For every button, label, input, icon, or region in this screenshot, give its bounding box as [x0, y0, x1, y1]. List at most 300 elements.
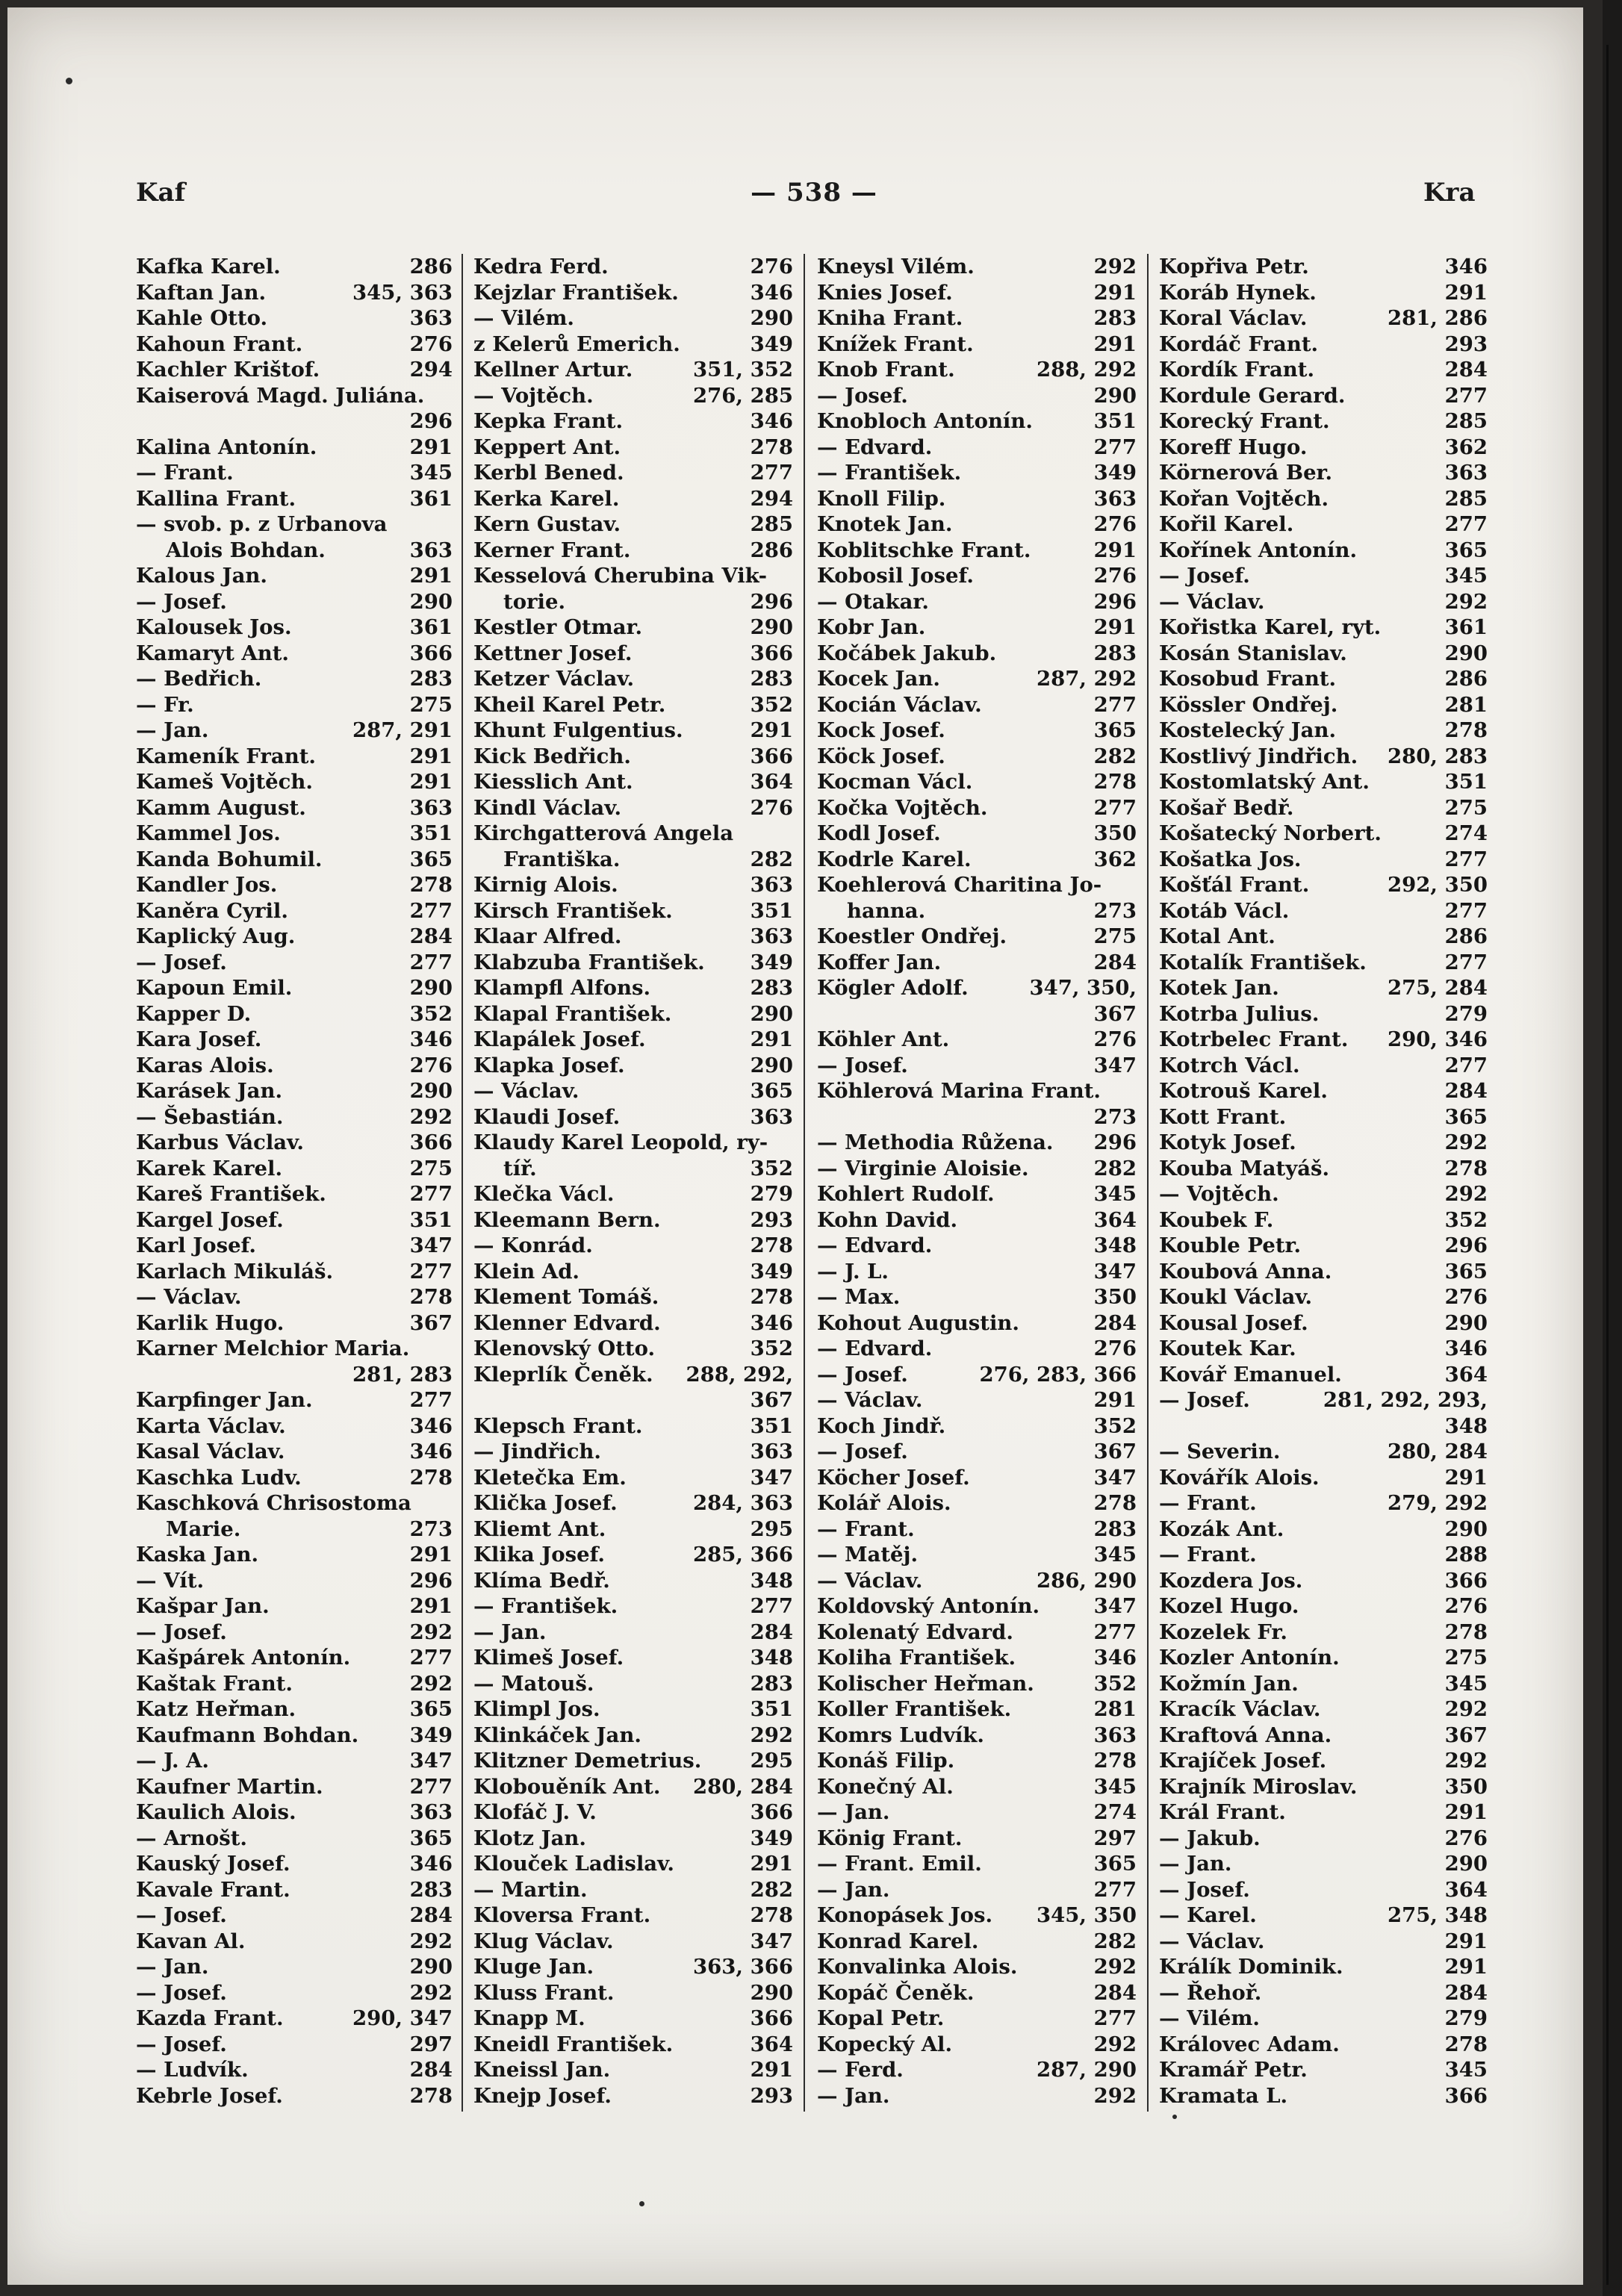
entry-pages: 365 — [409, 1826, 453, 1850]
index-entry — [817, 538, 1137, 564]
index-entry — [136, 1748, 453, 1774]
index-entry — [473, 1620, 793, 1646]
entry-pages — [1131, 1078, 1137, 1104]
entry-pages: 287, 291 — [352, 718, 453, 742]
entry-pages: 364 — [750, 2032, 793, 2056]
index-entry — [817, 1671, 1137, 1697]
entry-name: Kammel Jos. — [136, 821, 281, 845]
index-entry — [136, 1903, 453, 1929]
entry-name: Kotal Ant. — [1159, 924, 1275, 948]
index-entry — [136, 1723, 453, 1749]
index-entry — [136, 254, 453, 280]
entry-pages: 275 — [409, 692, 453, 717]
index-entry — [136, 1233, 453, 1259]
entry-name: — Josef. — [136, 1620, 227, 1644]
entry-pages: 348 — [750, 1646, 793, 1670]
entry-name: Kodl Josef. — [817, 821, 941, 845]
entry-pages: 290 — [750, 1053, 793, 1077]
entry-name: Klapka Josef. — [473, 1053, 625, 1077]
entry-pages: 290 — [750, 615, 793, 639]
index-entry — [817, 1593, 1137, 1620]
entry-pages: 291 — [409, 1594, 453, 1618]
entry-name: — Josef. — [817, 1440, 908, 1463]
entry-pages: 361 — [409, 486, 453, 511]
entry-pages: 363 — [1093, 1723, 1137, 1747]
entry-pages: 297 — [409, 2032, 453, 2056]
entry-name: — Jan. — [817, 2083, 890, 2108]
entry-pages: 285 — [1444, 486, 1488, 511]
entry-pages: 347, 350, — [1029, 976, 1137, 1000]
print-speck — [66, 78, 72, 84]
entry-pages: 278 — [409, 2083, 453, 2108]
index-entry — [817, 1516, 1137, 1543]
entry-pages: 291 — [1093, 280, 1137, 305]
entry-pages: 287, 290 — [1037, 2058, 1137, 2082]
entry-pages: 292 — [1444, 1130, 1488, 1154]
entry-pages: 346 — [750, 1310, 793, 1335]
index-entry — [136, 1259, 453, 1285]
index-entry — [817, 1439, 1137, 1465]
entry-pages: 276 — [1444, 1285, 1488, 1309]
entry-name: — Václav. — [1159, 1929, 1265, 1953]
index-entry — [817, 486, 1137, 512]
index-entry — [817, 975, 1137, 1001]
entry-pages: 276 — [1444, 1826, 1488, 1850]
entry-pages: 366 — [409, 641, 453, 665]
index-entry — [473, 1310, 793, 1337]
entry-pages: 285 — [750, 512, 793, 536]
index-entry — [136, 666, 453, 692]
entry-name: Karek Karel. — [136, 1156, 283, 1180]
entry-name: Klaar Alfred. — [473, 924, 622, 948]
index-entry — [1159, 1568, 1488, 1594]
entry-pages — [447, 383, 453, 409]
entry-pages: 283 — [409, 1877, 453, 1902]
index-entry — [136, 2057, 453, 2083]
column-rule — [1147, 254, 1149, 2112]
index-entry — [473, 1799, 793, 1826]
entry-name: Karta Václav. — [136, 1413, 286, 1438]
entry-pages: 349 — [750, 950, 793, 974]
entry-name: Knapp M. — [473, 2006, 585, 2030]
entry-pages: 363 — [750, 1440, 793, 1463]
entry-pages: 277 — [1444, 383, 1488, 408]
index-entry — [473, 383, 793, 409]
index-entry — [473, 305, 793, 332]
index-entry — [817, 435, 1137, 461]
index-entry — [817, 769, 1137, 795]
entry-name: Kozelek Fr. — [1159, 1620, 1287, 1644]
entry-pages: 294 — [750, 486, 793, 511]
index-entry — [817, 1053, 1137, 1079]
entry-pages: 345 — [1444, 2058, 1488, 2082]
entry-name: Kořistka Karel, ryt. — [1159, 615, 1382, 639]
entry-name: Košťál Frant. — [1159, 873, 1310, 897]
entry-pages: 277 — [409, 1259, 453, 1284]
entry-pages: 291 — [1444, 1955, 1488, 1979]
entry-name: Kohn David. — [817, 1207, 958, 1232]
entry-pages: 293 — [750, 2083, 793, 2108]
entry-name: Kosobud Frant. — [1159, 667, 1337, 691]
index-entry — [473, 847, 793, 873]
entry-name: — Josef. — [136, 589, 227, 614]
index-entry — [817, 1413, 1137, 1440]
index-entry — [473, 408, 793, 435]
entry-pages: 367 — [750, 1388, 793, 1412]
entry-name: Kocman Václ. — [817, 770, 973, 794]
index-entry — [136, 486, 453, 512]
entry-name: Kovář Emanuel. — [1159, 1362, 1342, 1387]
entry-name: Kozdera Jos. — [1159, 1568, 1303, 1593]
index-entry — [473, 1156, 793, 1182]
entry-pages: 291 — [409, 744, 453, 768]
entry-name: Klíma Bedř. — [473, 1568, 610, 1593]
entry-name: — Šebastián. — [136, 1104, 284, 1129]
index-entry — [1159, 1078, 1488, 1104]
index-entry — [817, 1645, 1137, 1671]
index-entry — [1159, 1387, 1488, 1413]
scan-edge — [1603, 0, 1622, 2296]
entry-name: Kleprlík Čeněk. — [473, 1362, 653, 1387]
entry-name: Kaplický Aug. — [136, 924, 296, 948]
index-entry — [473, 486, 793, 512]
index-entry — [1159, 589, 1488, 615]
entry-pages: 365 — [409, 847, 453, 871]
entry-pages: 346 — [1444, 1337, 1488, 1360]
entry-name: Kletečka Em. — [473, 1465, 627, 1490]
entry-name: — Edvard. — [817, 1233, 933, 1257]
entry-pages: 363 — [750, 924, 793, 948]
index-entry — [473, 2032, 793, 2058]
entry-pages: 277 — [409, 1646, 453, 1670]
entry-pages: 365 — [750, 1079, 793, 1103]
entry-name: Klement Tomáš. — [473, 1285, 659, 1309]
index-entry — [1159, 1310, 1488, 1337]
entry-pages: 290 — [750, 1001, 793, 1026]
entry-pages: 286 — [750, 538, 793, 562]
index-entry — [136, 511, 453, 538]
entry-pages: 292 — [1444, 1749, 1488, 1773]
entry-name: — Frant. Emil. — [817, 1852, 982, 1876]
index-entry — [817, 847, 1137, 873]
entry-name: Keppert Ant. — [473, 435, 621, 459]
index-entry — [817, 744, 1137, 770]
index-entry — [136, 2032, 453, 2058]
index-entry — [473, 641, 793, 667]
index-entry — [473, 692, 793, 718]
entry-pages: 291 — [1444, 1929, 1488, 1953]
entry-pages: 295 — [750, 1516, 793, 1541]
entry-name: — Matouš. — [473, 1671, 594, 1696]
entry-pages: 349 — [750, 1259, 793, 1284]
page-number: — 538 — — [751, 178, 877, 208]
index-entry — [817, 1336, 1137, 1362]
entry-name: — Václav. — [473, 1079, 579, 1103]
entry-pages: 277 — [409, 950, 453, 974]
index-entry — [473, 538, 793, 564]
entry-name: z Kelerů Emerich. — [473, 332, 680, 356]
index-entry — [136, 924, 453, 950]
entry-name: Karner Melchior Maria. — [136, 1337, 410, 1360]
entry-pages: 290 — [1444, 1852, 1488, 1876]
entry-pages: 277 — [1093, 692, 1137, 717]
entry-pages: 281, 283 — [352, 1362, 453, 1387]
index-entry — [1159, 1233, 1488, 1259]
entry-name: Kotáb Václ. — [1159, 898, 1290, 923]
entry-pages: 277 — [409, 898, 453, 923]
entry-pages: 277 — [750, 461, 793, 485]
index-entry — [473, 254, 793, 280]
index-entry — [136, 1696, 453, 1723]
index-entry — [1159, 872, 1488, 898]
index-entry — [473, 435, 793, 461]
entry-pages: 273 — [409, 1516, 453, 1541]
entry-pages: 291 — [409, 770, 453, 794]
entry-name: Kožmín Jan. — [1159, 1671, 1299, 1696]
entry-pages: 361 — [1444, 615, 1488, 639]
entry-name: Kotyk Josef. — [1159, 1130, 1296, 1154]
entry-name: — Edvard. — [817, 435, 933, 459]
entry-name: Kalousek Jos. — [136, 615, 292, 639]
entry-name: Klepsch Frant. — [473, 1413, 643, 1438]
index-entry — [136, 383, 453, 409]
entry-pages: 282 — [1093, 1156, 1137, 1180]
entry-name: Kallina Frant. — [136, 486, 296, 511]
entry-name: Koubová Anna. — [1159, 1259, 1332, 1284]
entry-pages: 284 — [1444, 1980, 1488, 2005]
entry-pages: 293 — [1444, 332, 1488, 356]
index-entry — [1159, 305, 1488, 332]
index-entry — [473, 1181, 793, 1207]
index-entry — [473, 511, 793, 538]
entry-pages: 282 — [1093, 1929, 1137, 1953]
index-entry — [473, 1413, 793, 1440]
index-entry — [1159, 1027, 1488, 1053]
entry-pages: 366 — [750, 2006, 793, 2030]
entry-pages: 350 — [1444, 1774, 1488, 1799]
entry-name: — Jan. — [136, 1955, 209, 1979]
entry-pages: 296 — [750, 589, 793, 614]
index-entry — [817, 795, 1137, 821]
index-entry — [473, 718, 793, 744]
index-entry — [1159, 254, 1488, 280]
index-entry — [1159, 1413, 1488, 1440]
entry-name: Kopal Petr. — [817, 2006, 945, 2030]
entry-pages: 277 — [750, 1594, 793, 1618]
entry-name: Karbus Václav. — [136, 1130, 304, 1154]
entry-pages: 351 — [409, 821, 453, 845]
index-entry — [136, 280, 453, 306]
index-entry — [473, 460, 793, 486]
entry-name: Kneysl Vilém. — [817, 255, 975, 279]
index-entry — [1159, 1723, 1488, 1749]
entry-pages: 277 — [1093, 1620, 1137, 1644]
index-entry — [136, 1001, 453, 1027]
entry-pages: 349 — [409, 1723, 453, 1747]
index-entry — [136, 435, 453, 461]
entry-pages: 352 — [1093, 1413, 1137, 1438]
entry-pages: 280, 283 — [1388, 744, 1488, 768]
entry-name: — František. — [473, 1594, 618, 1618]
entry-pages: 365 — [1444, 538, 1488, 562]
entry-pages: 277 — [1093, 1877, 1137, 1902]
index-entry — [136, 615, 453, 641]
index-entry — [1159, 1362, 1488, 1388]
entry-name: Kerner Frant. — [473, 538, 631, 562]
entry-pages: 276, 283, 366 — [979, 1362, 1137, 1387]
index-entry — [473, 1568, 793, 1594]
index-entry — [136, 1181, 453, 1207]
entry-name: — Severin. — [1159, 1440, 1281, 1463]
index-entry — [1159, 1259, 1488, 1285]
entry-name: Košatka Jos. — [1159, 847, 1302, 871]
entry-name: Kozák Ant. — [1159, 1516, 1284, 1541]
entry-name: — Vít. — [136, 1568, 205, 1593]
entry-pages: 290 — [1444, 641, 1488, 665]
index-entry — [136, 2006, 453, 2032]
entry-name: — Ludvík. — [136, 2058, 249, 2082]
entry-name: Kostlivý Jindřich. — [1159, 744, 1358, 768]
entry-name: Kolischer Heřman. — [817, 1671, 1034, 1696]
entry-name: Kleemann Bern. — [473, 1207, 661, 1232]
index-entry — [473, 563, 793, 589]
entry-pages: 292, 350 — [1388, 873, 1488, 897]
index-entry — [136, 1929, 453, 1955]
entry-name: — Josef. — [1159, 1388, 1250, 1412]
index-entry — [473, 1104, 793, 1130]
entry-pages: 345 — [1093, 1774, 1137, 1799]
entry-name: — Václav. — [1159, 589, 1265, 614]
entry-pages: 285 — [1444, 409, 1488, 433]
entry-pages: 276 — [750, 795, 793, 820]
entry-name: Kobr Jan. — [817, 615, 926, 639]
entry-name: — Josef. — [136, 1980, 227, 2005]
entry-name: Kiesslich Ant. — [473, 770, 633, 794]
entry-pages: 282 — [750, 847, 793, 871]
entry-name: — Jan. — [817, 1800, 890, 1824]
index-entry — [817, 692, 1137, 718]
entry-name: Kocián Václav. — [817, 692, 982, 717]
entry-name: Kaftan Jan. — [136, 280, 267, 305]
entry-name: — Martin. — [473, 1877, 588, 1902]
entry-name: Khunt Fulgentius. — [473, 718, 683, 742]
entry-name: Kořínek Antonín. — [1159, 538, 1358, 562]
index-entry — [473, 1593, 793, 1620]
index-entry — [817, 1207, 1137, 1233]
index-entry — [817, 615, 1137, 641]
entry-name: Kocek Jan. — [817, 667, 940, 691]
entry-pages: 278 — [1093, 1749, 1137, 1773]
index-entry — [1159, 2032, 1488, 2058]
entry-name: Kindl Václav. — [473, 795, 622, 820]
entry-pages: 365 — [1444, 1259, 1488, 1284]
entry-name: Knížek Frant. — [817, 332, 974, 356]
index-entry — [817, 1156, 1137, 1182]
entry-name: Koliha František. — [817, 1646, 1016, 1670]
entry-pages: 283 — [1093, 306, 1137, 330]
entry-pages: 349 — [1093, 461, 1137, 485]
entry-pages: 345, 363 — [352, 280, 453, 305]
entry-pages: 347 — [409, 1749, 453, 1773]
index-entry — [817, 1027, 1137, 1053]
index-entry — [1159, 1851, 1488, 1877]
entry-pages: 284 — [409, 2058, 453, 2082]
index-entry — [136, 332, 453, 358]
entry-name: Klenner Edvard. — [473, 1310, 661, 1335]
index-entry — [817, 332, 1137, 358]
entry-name: Kirnig Alois. — [473, 873, 618, 897]
entry-name: — Jan. — [136, 718, 209, 742]
entry-name: Kara Josef. — [136, 1027, 262, 1051]
entry-name: Kaulich Alois. — [136, 1800, 296, 1824]
entry-pages: 284 — [1444, 1079, 1488, 1103]
entry-pages: 291 — [1444, 280, 1488, 305]
entry-name: — František. — [817, 461, 962, 485]
entry-pages — [787, 821, 793, 847]
entry-name: — Jakub. — [1159, 1826, 1261, 1850]
index-entry — [817, 280, 1137, 306]
entry-name: — Jindřich. — [473, 1440, 602, 1463]
index-entry — [1159, 1516, 1488, 1543]
entry-pages: 365 — [1093, 1852, 1137, 1876]
index-entry — [817, 898, 1137, 924]
entry-name: Kordule Gerard. — [1159, 383, 1346, 408]
entry-name: — Vilém. — [473, 306, 574, 330]
entry-name: Karl Josef. — [136, 1233, 256, 1257]
entry-pages: 352 — [1444, 1207, 1488, 1232]
scan-edge-line — [1606, 45, 1609, 2285]
entry-name: Korecký Frant. — [1159, 409, 1330, 433]
entry-name: Karlik Hugo. — [136, 1310, 285, 1335]
index-entry — [817, 408, 1137, 435]
print-speck — [1172, 2115, 1177, 2119]
index-entry — [1159, 1774, 1488, 1800]
entry-pages: 277 — [1444, 898, 1488, 923]
entry-name: Kosán Stanislav. — [1159, 641, 1347, 665]
index-entry — [136, 898, 453, 924]
index-entry — [136, 1413, 453, 1440]
index-entry — [1159, 641, 1488, 667]
index-entry — [473, 1284, 793, 1310]
entry-name: Köcher Josef. — [817, 1465, 970, 1490]
entry-name: Klika Josef. — [473, 1543, 605, 1567]
index-entry — [473, 1336, 793, 1362]
entry-name: hanna. — [847, 898, 926, 923]
entry-name: Kavale Frant. — [136, 1877, 290, 1902]
entry-pages: 288, 292, — [686, 1362, 793, 1387]
entry-name: Kamm August. — [136, 795, 306, 820]
index-entry — [473, 1671, 793, 1697]
index-entry — [817, 1954, 1137, 1980]
index-entry — [1159, 898, 1488, 924]
entry-pages: 290 — [750, 1980, 793, 2005]
entry-pages: 367 — [1444, 1723, 1488, 1747]
entry-pages: 363 — [409, 1800, 453, 1824]
index-entry — [817, 821, 1137, 847]
index-entry — [136, 1877, 453, 1903]
entry-pages: 285, 366 — [693, 1543, 793, 1567]
entry-name: Kotrbelec Frant. — [1159, 1027, 1349, 1051]
entry-name: Kotrouš Karel. — [1159, 1079, 1328, 1103]
entry-pages: 347 — [1093, 1259, 1137, 1284]
entry-name: — Josef. — [136, 2032, 227, 2056]
entry-name: Kaschková Chrisostoma — [136, 1491, 411, 1515]
entry-pages: 283 — [409, 667, 453, 691]
entry-pages: 363 — [750, 873, 793, 897]
entry-pages: 286 — [409, 255, 453, 279]
index-entry — [136, 847, 453, 873]
entry-pages: 278 — [750, 1233, 793, 1257]
